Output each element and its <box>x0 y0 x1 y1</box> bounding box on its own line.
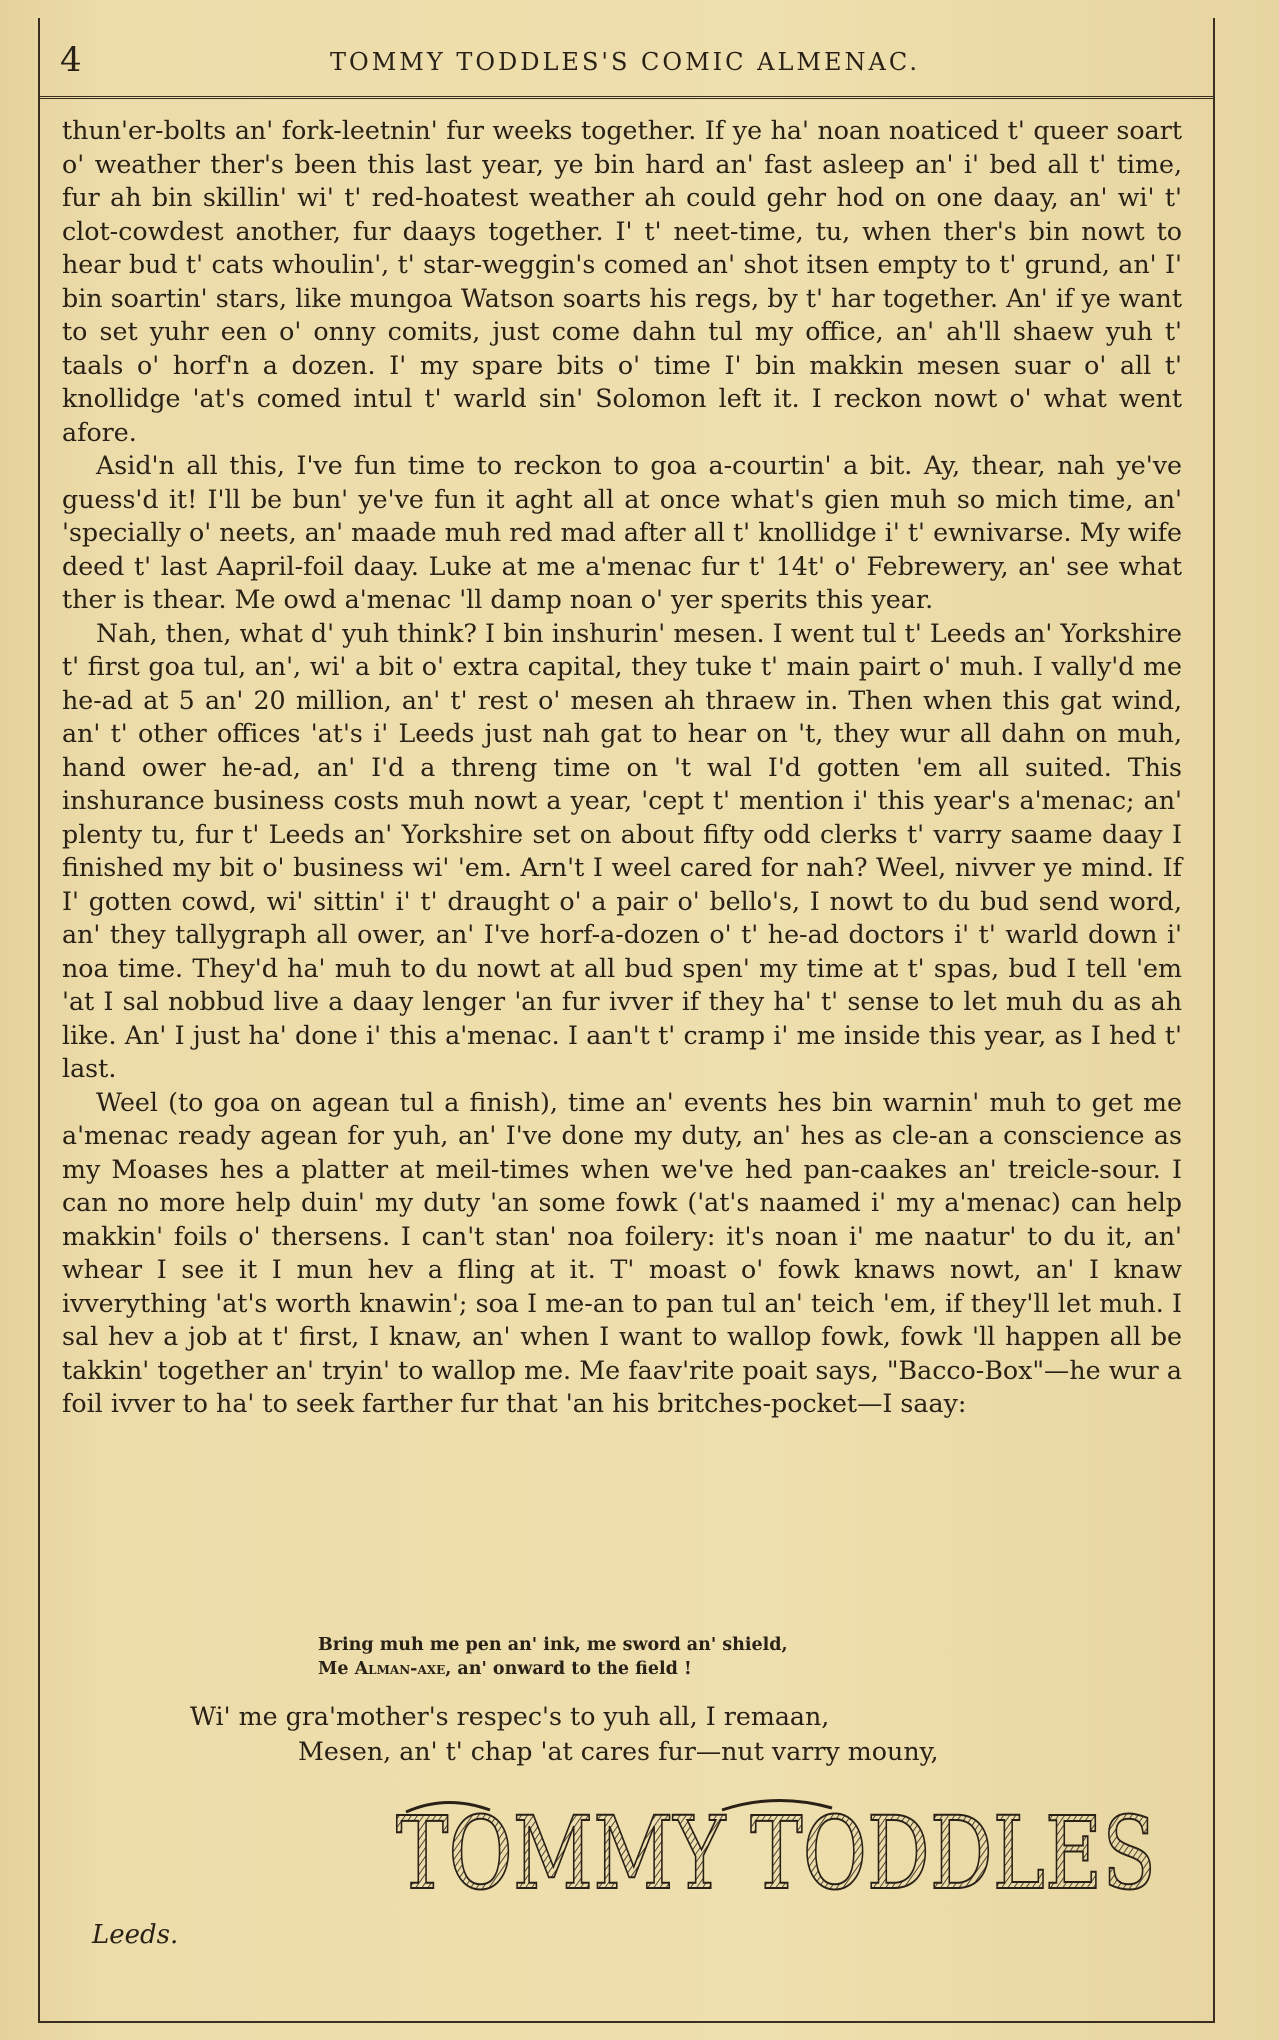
closing-line: Mesen, an' t' chap 'at cares fur—nut varry mouny, <box>298 1737 939 1766</box>
verse-smallcaps: Alman-axe <box>354 1659 446 1679</box>
header-rule <box>40 96 1215 99</box>
verse-line: Bring muh me pen an' ink, me sword an' shield, <box>318 1635 788 1655</box>
verse-text: Me <box>318 1659 355 1679</box>
place-name: Leeds. <box>92 1920 179 1950</box>
paragraph: Nah, then, what d' yuh think? I bin inshurin' mesen. I went tul t' Leeds an' Yorkshire t' first goa tul, an', wi' a bit o' extra capital, they tuke t' main pairt o' muh. I vally'd me he-ad at 5 an' 20 million, an' t' rest o' mesen ah thraew in. Then when this gat wind, an' t' other offices 'at's i' Leeds just nah gat to hear on 't, they wur all dahn on muh, hand ower he-ad, an' I'd a threng time on 't wal I'd gotten 'em all suited. This inshurance business costs muh nowt a year, 'cept t' mention i' this year's a'menac; an' plenty tu, fur t' Leeds an' Yorkshire set on about fifty odd clerks t' varry saame daay I finished my bit o' business wi' 'em. Arn't I weel cared for nah? Weel, nivver ye mind. If I' gotten cowd, wi' sittin' i' t' draught o' a pair o' bello's, I nowt to du bud send word, an' they tallygraph all ower, an' I've horf-a-dozen o' t' he-ad doctors i' t' warld down i' noa time. They'd ha' muh to du nowt at all bud spen' my time at t' spas, bud I tell 'em 'at I sal nobbud live a daay lenger 'an fur ivver if they ha' t' sense to let muh du as ah like. An' I just ha' done i' this a'menac. I aan't t' cramp i' me inside this year, as I hed t' last. <box>62 618 1182 1083</box>
paragraph: Weel (to goa on agean tul a finish), time an' events hes bin warnin' muh to get me a'menac ready agean for yuh, an' I've done my duty, an' hes as cle-an a conscience as my Moases hes a platter at meil-times when we've hed pan-caakes an' treicle-sour. I can no more help duin' my duty 'an some fowk ('at's naamed i' my a'menac) can help makkin' foils o' thersens. I can't stan' noa foilery: it's noan i' me naatur' to du it, an' whear I see it I mun hev a fling at it. T' moast o' fowk knaws nowt, an' I knaw ivverything 'at's worth knawin'; soa I me-an to pan tul an' teich 'em, if they'll let muh. I sal hev a job at t' first, I knaw, an' when I want to wallop fowk, fowk 'll happen all be takkin' together an' tryin' to wallop me. Me faav'rite poait says, "Bacco-Box"—he wur a foil ivver to ha' to seek farther fur that 'an his britches-pocket—I saay: <box>62 1087 1182 1418</box>
signature-text: TOMMY TODDLES <box>396 1795 1156 1912</box>
running-title: TOMMY TODDLES'S COMIC ALMENAC. <box>330 48 920 76</box>
body-text <box>62 114 1182 1421</box>
signature-art <box>386 1790 1166 1912</box>
paragraph: thun'er-bolts an' fork-leetnin' fur weeks together. If ye ha' noan noaticed t' queer soart o' weather ther's been this last year, ye bin hard an' fast asleep an' i' bed all t' time, fur ah bin skillin' wi' t' red-hoatest weather ah could gehr hod on one daay, an' wi' t' clot-cowdest another, fur daays together. I' t' neet-time, tu, when ther's bin nowt to hear bud t' cats whoulin', t' star-weggin's comed an' shot itsen empty to t' grund, an' I' bin soartin' stars, like mungoa Watson soarts his regs, by t' har together. An' if ye want to set yuhr een o' onny comits, just come dahn tul my office, an' ah'll shaew yuh t' taals o' horf'n a dozen. I' my spare bits o' time I' bin makkin mesen suar o' all t' knollidge 'at's comed intul t' warld sin' Solomon left it. I reckon nowt o' what went afore. <box>62 116 1182 447</box>
signature-logo <box>386 1790 1166 1912</box>
verse-line <box>318 1657 1018 1681</box>
closing-line: Wi' me gra'mother's respec's to yuh all, I remaan, <box>190 1702 830 1731</box>
page-number: 4 <box>60 40 82 80</box>
verse-quote <box>318 1633 1018 1681</box>
paragraph: Asid'n all this, I've fun time to reckon to goa a-courtin' a bit. Ay, thear, nah ye've guess'd it! I'll be bun' ye've fun it aght all at once what's gien muh so mich time, an' 'specially o' neets, an' maade muh red mad after all t' knollidge i' t' ewnivarse. My wife deed t' last Aapril-foil daay. Luke at me a'menac fur t' 14t' o' Febrewery, an' see what ther is thear. Me owd a'menac 'll damp noan o' yer sperits this year. <box>62 451 1182 614</box>
verse-text: , an' onward to the field ! <box>445 1659 692 1679</box>
page-header <box>60 38 1190 82</box>
